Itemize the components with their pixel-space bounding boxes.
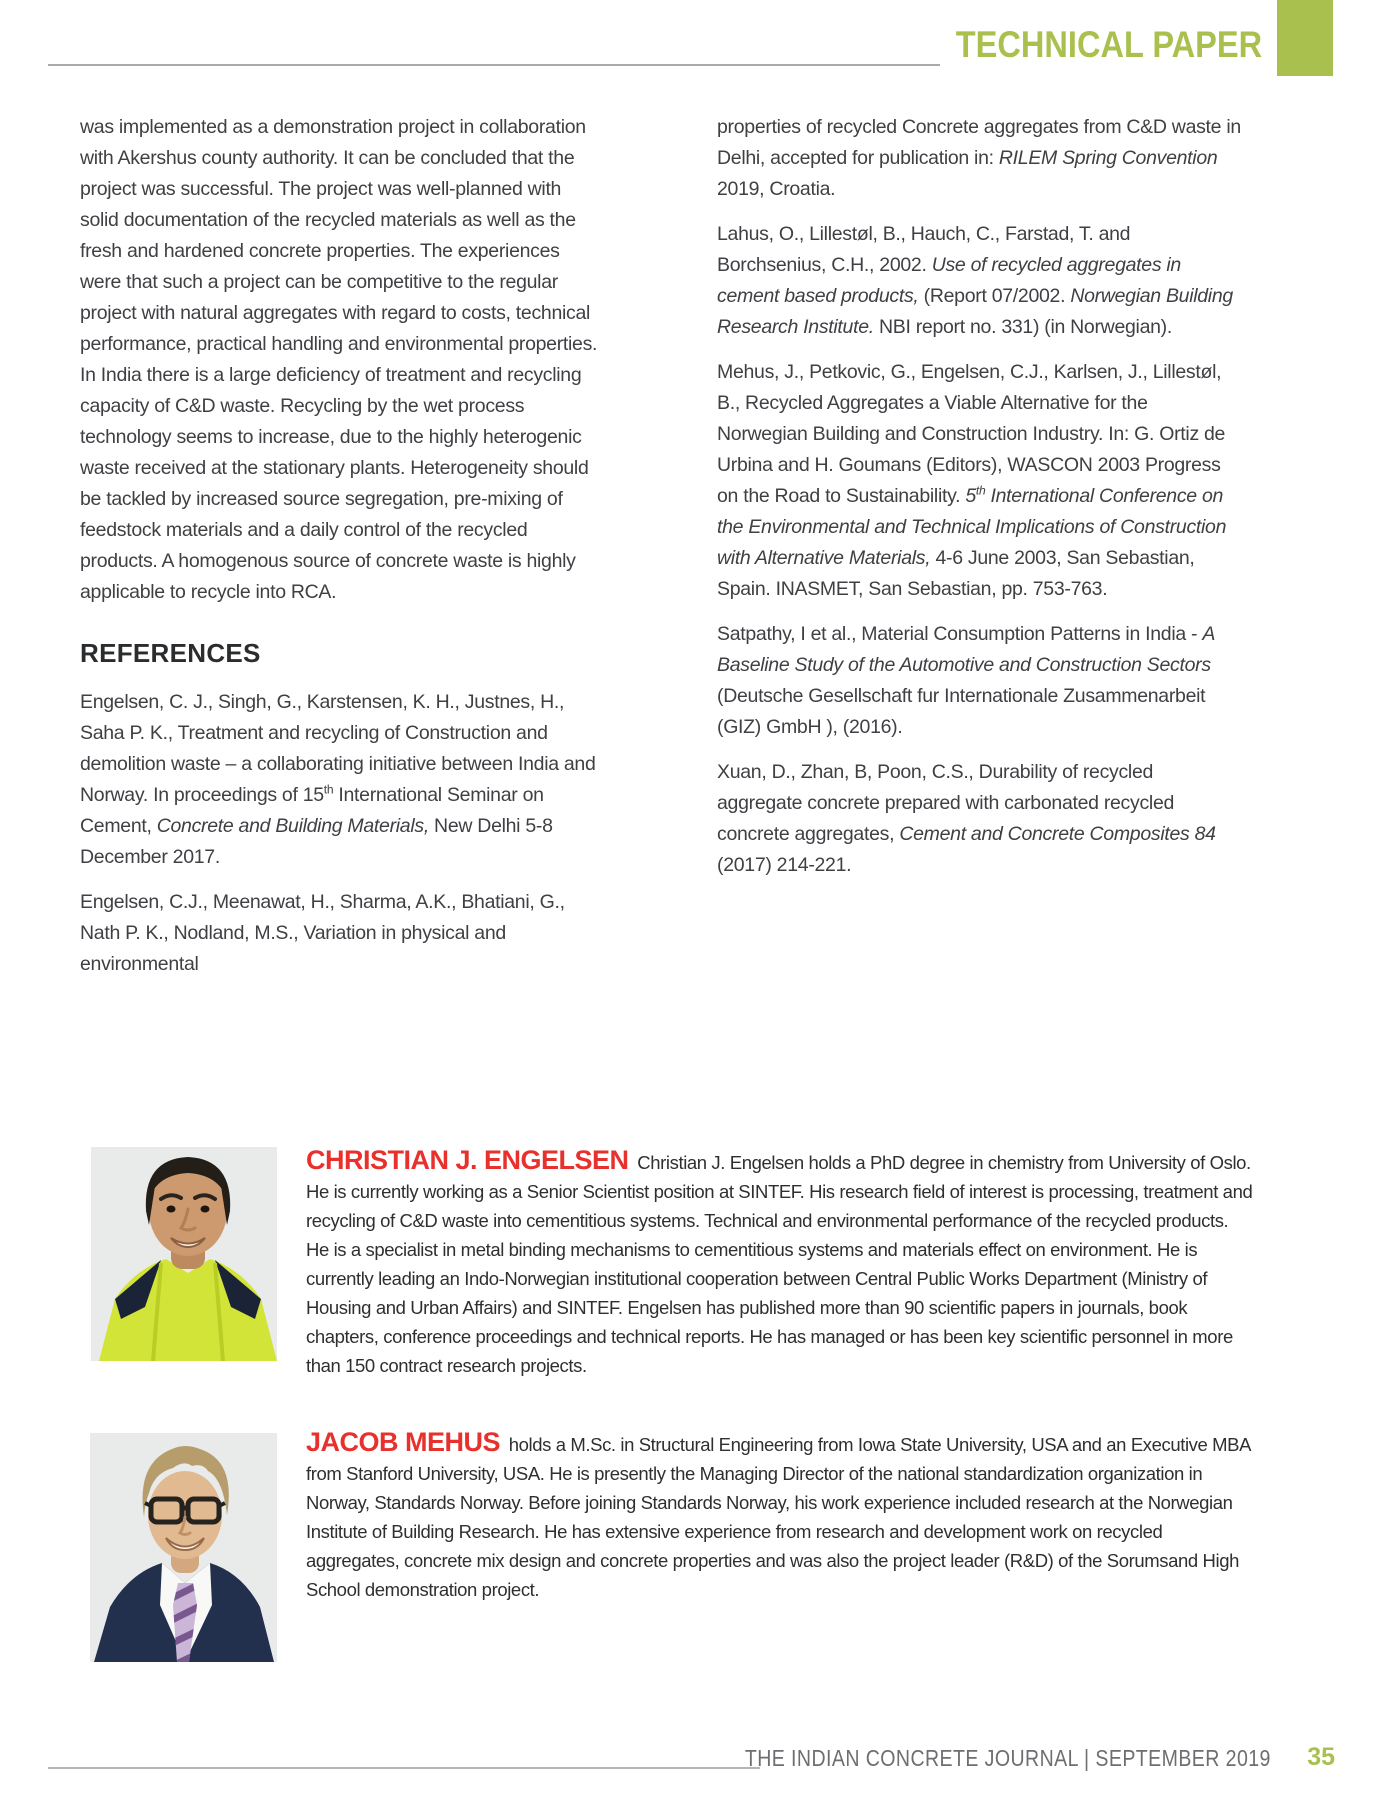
reference-paragraph: Lahus, O., Lillestøl, B., Hauch, C., Farstad, T. and Borchsenius, C.H., 2002. Use of recycled aggregates in cement based products, (Report 07/2002. Norwegian Building Research Institute. NBI report no. 331) (in Norwegian). (717, 223, 1233, 338)
author-name: CHRISTIAN J. ENGELSEN (306, 1145, 629, 1175)
author-bio-row (306, 1146, 1254, 1380)
article-text: was implemented as a demonstration project in collaboration with Akershus county authority. It can be concluded that the project was successful. The project was well-planned with solid documentation of the recycled materials as well as the fresh and hardened concrete properties. The experiences were that such a project can be competitive to the regular project with natural aggregates with regard to costs, technical performance, practical handling and environmental properties. In India there is a large deficiency of treatment and recycling capacity of C&D waste. Recycling by the wet process technology seems to increase, due to the highly heterogenic waste received at the stationary plants. Heterogeneity should be tackled by increased source segregation, pre-mixing of feedstock materials and a daily control of the recycled products. A homogenous source of concrete waste is highly applicable to recycle into RCA. (80, 116, 598, 603)
author-photo-mehus (90, 1433, 277, 1662)
header-rule (48, 64, 940, 66)
footer-rule (48, 1767, 760, 1769)
reference-paragraph: Mehus, J., Petkovic, G., Engelsen, C.J., Karlsen, J., Lillestøl, B., Recycled Aggregates a Viable Alternative for the Norwegian Building and Construction Industry. In: G. Ortiz de Urbina and H. Goumans (Editors), WASCON 2003 Progress on the Road to Sustainability. 5th International Conference on the Environmental and Technical Implications of Construction with Alternative Materials, 4-6 June 2003, San Sebastian, Spain. INASMET, San Sebastian, pp. 753-763. (717, 361, 1227, 600)
technical-paper-label: TECHNICAL PAPER (955, 24, 1262, 65)
author-photo-engelsen (91, 1147, 277, 1361)
author-bio-text: Christian J. Engelsen holds a PhD degree in chemistry from University of Oslo. He is currently working as a Senior Scientist position at SINTEF. His research field of interest is processing, treatment and recycling of C&D waste into cementitious systems. Technical and environmental performance of the recycled products. He is a specialist in metal binding mechanisms to cementitious systems and materials effect on environment. He is currently leading an Indo-Norwegian institutional cooperation between Central Public Works Department (Ministry of Housing and Urban Affairs) and SINTEF. Engelsen has published more than 90 scientific papers in journals, book chapters, conference proceedings and technical reports. He has managed or has been key scientific personnel in more than 150 contract research projects. (306, 1152, 1253, 1376)
reference-paragraph: Satpathy, I et al., Material Consumption Patterns in India - A Baseline Study of the Automotive and Construction Sectors (Deutsche Gesellschaft fur Internationale Zusammenarbeit (GIZ) GmbH ), (2016). (717, 623, 1215, 738)
references-list-right (717, 112, 1241, 881)
author-name: JACOB MEHUS (306, 1427, 501, 1457)
author-bio-row (306, 1428, 1254, 1604)
reference-paragraph: Engelsen, C. J., Singh, G., Karstensen, K. H., Justnes, H., Saha P. K., Treatment and recycling of Construction and demolition waste – a collaborating initiative between India and Norway. In proceedings of 15th International Seminar on Cement, Concrete and Building Materials, New Delhi 5-8 December 2017. (80, 691, 596, 868)
references-heading: REFERENCES (80, 638, 261, 668)
left-column (80, 112, 604, 994)
references-list-left (80, 687, 604, 980)
page-number: 35 (1307, 1743, 1335, 1771)
journal-footer-text: THE INDIAN CONCRETE JOURNAL | SEPTEMBER 2019 (744, 1745, 1271, 1771)
reference-paragraph: Xuan, D., Zhan, B, Poon, C.S., Durability of recycled aggregate concrete prepared with carbonated recycled concrete aggregates, Cement and Concrete Composites 84 (2017) 214-221. (717, 761, 1216, 876)
right-column (717, 112, 1241, 895)
reference-paragraph: Engelsen, C.J., Meenawat, H., Sharma, A.K., Bhatiani, G., Nath P. K., Nodland, M.S., Variation in physical and environmental (80, 891, 565, 975)
reference-paragraph: properties of recycled Concrete aggregates from C&D waste in Delhi, accepted for publication in: RILEM Spring Convention 2019, Croatia. (717, 116, 1241, 200)
corner-accent-box (1277, 0, 1333, 76)
author-bio-text: holds a M.Sc. in Structural Engineering from Iowa State University, USA and an Executive MBA from Stanford University, USA. He is presently the Managing Director of the national standardization organization in Norway, Standards Norway. Before joining Standards Norway, his work experience included research at the Norwegian Institute of Building Research. He has extensive experience from research and development work on recycled aggregates, concrete mix design and concrete properties and was also the project leader (R&D) of the Sorumsand High School demonstration project. (306, 1434, 1251, 1600)
